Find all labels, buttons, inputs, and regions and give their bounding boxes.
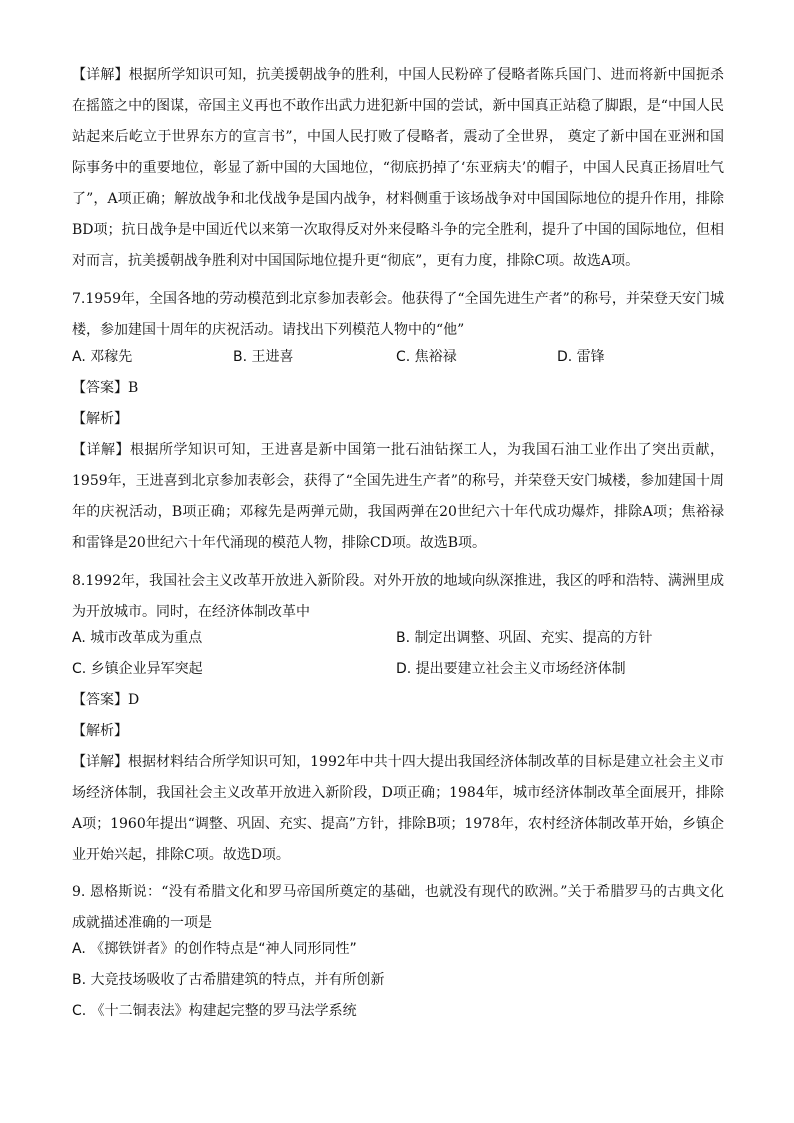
- q7-answer: 【答案】B: [72, 380, 139, 396]
- q7-option-d: D. 雷锋: [557, 349, 605, 365]
- q9-option-a: A. 《掷铁饼者》的创作特点是“神人同形同性”: [72, 941, 357, 957]
- q8-option-d: D. 提出要建立社会主义市场经济体制: [396, 661, 626, 677]
- q8-answer: 【答案】D: [72, 692, 140, 708]
- q8-option-c: C. 乡镇企业异军突起: [72, 661, 203, 677]
- q8-option-a: A. 城市改革成为重点: [72, 630, 203, 646]
- q8-option-b: B. 制定出调整、巩固、充实、提高的方针: [396, 630, 653, 646]
- q6-explanation: 【详解】根据所学知识可知，抗美援朝战争的胜利，中国人民粉碎了侵略者陈兵国门、进而将新中国扼杀在摇篮之中的图谋，帝国主义再也不敢作出武力进犯新中国的尝试，新中国真正站稳了脚跟，是“中国人民站起来后屹立于世界东方的宣言书”，中国人民打败了侵略者，震动了全世界， 奠定了新中国在亚洲和国际事务中的重要地位，彰显了新中国的大国地位，“彻底扔掉了‘东亚病夫’的帽子，中国人民真正扬眉吐气了”，A项正确；解放战争和北伐战争是国内战争，材料侧重于该场战争对中国国际地位的提升作用，排除BD项；抗日战争是中国近代以来第一次取得反对外来侵略斗争的完全胜利，提升了中国的国际地位，但相对而言，抗美援朝战争胜利对中国国际地位提升更“彻底”，更有力度，排除C项。故选A项。: [72, 67, 724, 269]
- q7-option-b: B. 王进喜: [233, 349, 294, 365]
- q9-option-b: B. 大竞技场吸收了古希腊建筑的特点，并有所创新: [72, 972, 385, 988]
- q7-option-a: A. 邓稼先: [72, 349, 133, 365]
- q9-stem: 9. 恩格斯说：“没有希腊文化和罗马帝国所奠定的基础，也就没有现代的欧洲。”关于希腊罗马的古典文化成就描述准确的一项是: [72, 884, 724, 931]
- q8-analysis-label: 【解析】: [72, 723, 128, 739]
- q7-explanation: 【详解】根据所学知识可知，王进喜是新中国第一批石油钻探工人，为我国石油工业作出了突出贡献，1959年，王进喜到北京参加表彰会，获得了“全国先进生产者”的称号，并荣登天安门城楼，参加建国十周年的庆祝活动，B项正确；邓稼先是两弹元勋，我国两弹在20世纪六十年代成功爆炸，排除A项；焦裕禄和雷锋是20世纪六十年代涌现的模范人物，排除CD项。故选B项。: [72, 442, 724, 551]
- q7-analysis-label: 【解析】: [72, 411, 128, 427]
- q8-stem: 8.1992年，我国社会主义改革开放进入新阶段。对外开放的地域向纵深推进，我区的呼和浩特、满洲里成为开放城市。同时，在经济体制改革中: [72, 573, 724, 620]
- q9-option-c: C. 《十二铜表法》构建起完整的罗马法学系统: [72, 1003, 357, 1019]
- q7-option-c: C. 焦裕禄: [396, 349, 457, 365]
- q7-stem: 7.1959年，全国各地的劳动模范到北京参加表彰会。他获得了“全国先进生产者”的称号，并荣登天安门城楼，参加建国十周年的庆祝活动。请找出下列模范人物中的“他”: [72, 291, 724, 338]
- q8-explanation: 【详解】根据材料结合所学知识可知，1992年中共十四大提出我国经济体制改革的目标是建立社会主义市场经济体制，我国社会主义改革开放进入新阶段，D项正确；1984年，城市经济体制改革全面展开，排除A项；1960年提出“调整、巩固、充实、提高”方针，排除B项；1978年，农村经济体制改革开始，乡镇企业开始兴起，排除C项。故选D项。: [72, 754, 724, 863]
